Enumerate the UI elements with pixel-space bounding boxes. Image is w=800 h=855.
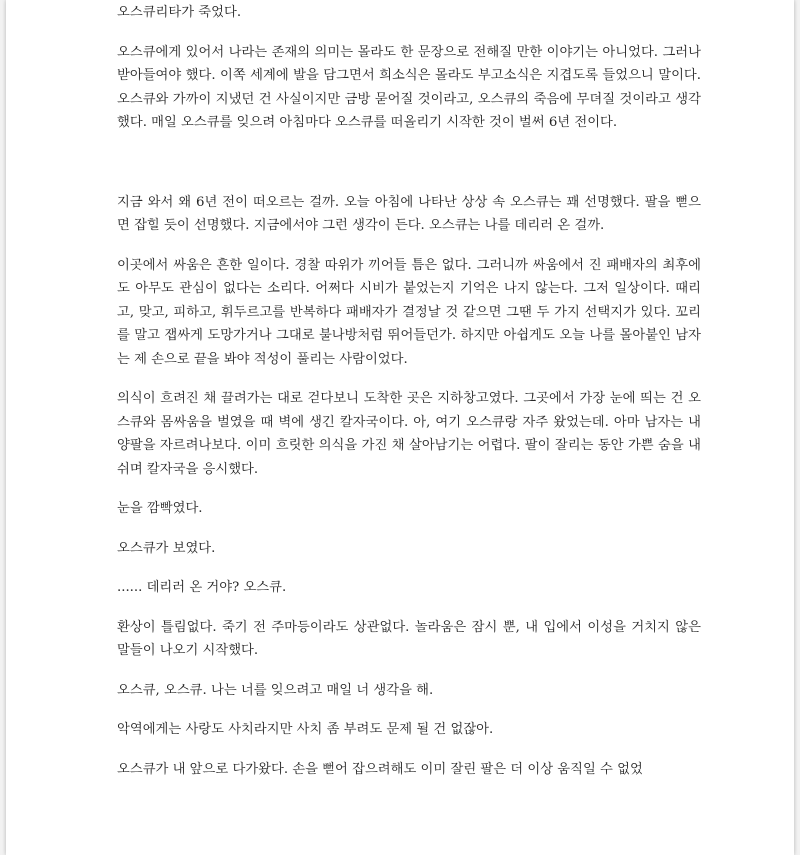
paragraph: 오스큐가 보였다. [117, 540, 216, 556]
paragraph: 오스큐가 내 앞으로 다가왔다. 손을 뻗어 잡으려해도 이미 잘린 팔은 더 이상 움직일 수 없었 [117, 761, 643, 777]
paragraph: 오스큐리타가 죽었다. [117, 5, 242, 20]
document-page [6, 0, 794, 855]
paragraph: 악역에게는 사랑도 사치라지만 사치 좀 부려도 문제 될 건 없잖아. [117, 722, 494, 737]
paragraph-gap [117, 151, 701, 191]
paragraph: 오스큐에게 있어서 나라는 존재의 의미는 몰라도 한 문장으로 전해질 만한 이야기는 아니었다. 그러나 받아들여야 했다. 이쪽 세계에 발을 담그면서 희소식은 몰라도 부고소식은 지겹도록 들었으니 말이다. 오스큐와 가까이 지냈던 건 사실이지만 금방 묻어질 것이라고, 오스큐의 죽음에 무뎌질 것이라고 생각했다. 매일 오스큐를 잊으려 아침마다 오스큐를 떠올리기 시작한 것이 벌써 6년 전이다. [117, 44, 701, 130]
paragraph: 오스큐, 오스큐. 나는 너를 잊으려고 매일 너 생각을 해. [117, 682, 434, 698]
paragraph: 지금 와서 왜 6년 전이 떠오르는 걸까. 오늘 아침에 나타난 상상 속 오스큐는 꽤 선명했다. 팔을 뻗으면 잡힐 듯이 선명했다. 지금에서야 그런 생각이 든다. 오스큐는 나를 데리러 온 걸까. [117, 194, 701, 233]
paragraph: 눈을 깜빡였다. [117, 501, 203, 516]
document-body [117, 0, 701, 797]
paragraph: 환상이 틀림없다. 죽기 전 주마등이라도 상관없다. 놀라움은 잠시 뿐, 내 입에서 이성을 거치지 않은 말들이 나오기 시작했다. [117, 619, 701, 658]
paragraph: ...... 데리러 온 거야? 오스큐. [117, 580, 287, 595]
paragraph: 이곳에서 싸움은 흔한 일이다. 경찰 따위가 끼어들 틈은 없다. 그러니까 싸움에서 진 패배자의 최후에도 아무도 관심이 없다는 소리다. 어쩌다 시비가 붙었는지 기억은 나지 않는다. 그저 일상이다. 때리고, 맞고, 피하고, 휘두르고를 반복하다 패배자가 결정날 것 같으면 그땐 두 가지 선택지가 있다. 꼬리를 말고 잽싸게 도망가거나 그대로 불나방처럼 뛰어들던가. 하지만 아쉽게도 오늘 나를 몰아붙인 남자는 제 손으로 끝을 봐야 적성이 풀리는 사람이었다. [117, 257, 701, 367]
paragraph: 의식이 흐려진 채 끌려가는 대로 걷다보니 도착한 곳은 지하창고였다. 그곳에서 가장 눈에 띄는 건 오스큐와 몸싸움을 벌였을 때 벽에 생긴 칼자국이다. 아, 여기 오스큐랑 자주 왔었는데. 아마 남자는 내 양팔을 자르려나보다. 이미 흐릿한 의식을 가진 채 살아남기는 어렵다. 팔이 잘리는 동안 가쁜 숨을 내쉬며 칼자국을 응시했다. [117, 391, 701, 477]
